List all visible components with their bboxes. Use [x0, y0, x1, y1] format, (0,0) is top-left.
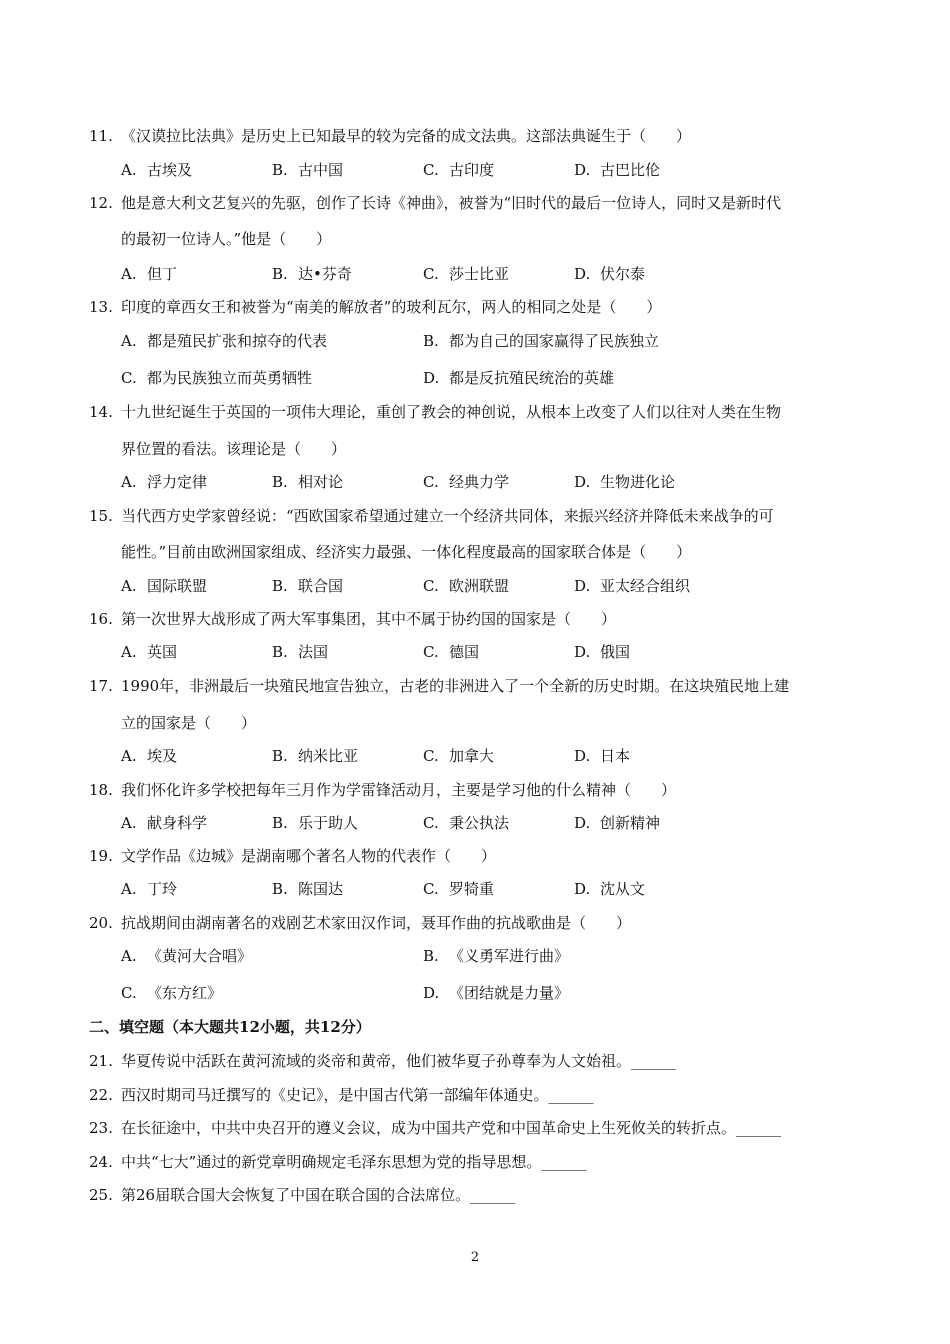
- option-label: C.: [423, 643, 439, 661]
- option-text: 《东方红》: [147, 984, 223, 1002]
- question-number: 20.: [89, 914, 113, 932]
- option-text: 相对论: [298, 473, 344, 491]
- option-text: 浮力定律: [147, 473, 208, 491]
- question-number: 14.: [89, 403, 113, 421]
- answer-option: [423, 472, 509, 492]
- option-text: 伏尔泰: [600, 265, 646, 283]
- option-label: D.: [574, 265, 591, 283]
- option-label: D.: [574, 880, 591, 898]
- option-text: 欧洲联盟: [449, 577, 510, 595]
- option-text: 秉公执法: [449, 814, 510, 832]
- question-text: 华夏传说中活跃在黄河流域的炎帝和黄帝，他们被华夏子孙尊奉为人文始祖。______: [121, 1052, 677, 1070]
- option-label: A.: [121, 814, 137, 832]
- option-text: 都是殖民扩张和掠夺的代表: [147, 332, 328, 350]
- option-label: D.: [423, 369, 440, 387]
- option-text: 莎士比亚: [449, 265, 510, 283]
- question-text: 第26届联合国大会恢复了中国在联合国的合法席位。______: [121, 1186, 516, 1204]
- option-text: 亚太经合组织: [600, 577, 691, 595]
- answer-option: [423, 160, 494, 180]
- question-text: 文学作品《边城》是湖南哪个著名人物的代表作（ ）: [121, 847, 497, 865]
- answer-option: [272, 813, 358, 833]
- option-label: B.: [272, 814, 288, 832]
- question-number: 13.: [89, 298, 113, 316]
- answer-option: [272, 160, 343, 180]
- answer-option: [423, 576, 509, 596]
- option-text: 日本: [600, 747, 631, 765]
- page-number: 2: [470, 1250, 480, 1265]
- question-text: 第一次世界大战形成了两大军事集团，其中不属于协约国的国家是（ ）: [121, 610, 617, 628]
- option-label: A.: [121, 332, 137, 350]
- question-number: 19.: [89, 847, 113, 865]
- answer-option: [272, 472, 343, 492]
- question-number: 24.: [89, 1153, 113, 1171]
- option-label: A.: [121, 747, 137, 765]
- answer-option: [121, 642, 177, 662]
- question-text: 在长征途中，中共中央召开的遵义会议，成为中国共产党和中国革命史上生死攸关的转折点。______: [121, 1119, 782, 1137]
- option-label: B.: [272, 265, 288, 283]
- option-label: D.: [574, 643, 591, 661]
- option-label: B.: [272, 577, 288, 595]
- option-text: 《义勇军进行曲》: [449, 947, 570, 965]
- answer-option: [272, 642, 328, 662]
- option-text: 英国: [147, 643, 178, 661]
- answer-option: [121, 264, 177, 284]
- option-text: 法国: [298, 643, 329, 661]
- option-text: 乐于助人: [298, 814, 359, 832]
- question-number: 16.: [89, 610, 113, 628]
- option-text: 都是反抗殖民统治的英雄: [449, 369, 615, 387]
- option-text: 加拿大: [449, 747, 495, 765]
- option-text: 罗犄重: [449, 880, 495, 898]
- option-text: 都为民族独立而英勇牺牲: [147, 369, 313, 387]
- option-text: 献身科学: [147, 814, 208, 832]
- option-label: A.: [121, 880, 137, 898]
- question-number: 23.: [89, 1119, 113, 1137]
- answer-option: [423, 946, 569, 966]
- question-number: 17.: [89, 677, 113, 695]
- answer-option: [574, 746, 630, 766]
- option-label: C.: [423, 880, 439, 898]
- answer-option: [272, 879, 343, 899]
- answer-option: [574, 160, 660, 180]
- option-text: 陈国达: [298, 880, 344, 898]
- answer-option: [121, 813, 207, 833]
- option-text: 古中国: [298, 161, 344, 179]
- question-text: 《汉谟拉比法典》是历史上已知最早的较为完备的成文法典。这部法典诞生于（ ）: [121, 127, 692, 145]
- option-label: D.: [574, 747, 591, 765]
- option-label: C.: [423, 814, 439, 832]
- answer-option: [574, 264, 645, 284]
- option-label: C.: [121, 984, 137, 1002]
- option-label: C.: [423, 265, 439, 283]
- option-text: 埃及: [147, 747, 178, 765]
- answer-option: [272, 746, 358, 766]
- option-label: A.: [121, 265, 137, 283]
- option-label: B.: [423, 332, 439, 350]
- option-text: 联合国: [298, 577, 344, 595]
- answer-option: [121, 472, 207, 492]
- answer-option: [423, 368, 614, 388]
- answer-option: [423, 264, 509, 284]
- option-text: 纳米比亚: [298, 747, 359, 765]
- option-label: A.: [121, 161, 137, 179]
- answer-option: [121, 879, 177, 899]
- answer-option: [272, 264, 352, 284]
- option-text: 国际联盟: [147, 577, 208, 595]
- option-text: 俄国: [600, 643, 631, 661]
- question-text: 界位置的看法。该理论是（ ）: [121, 440, 347, 458]
- answer-option: [121, 983, 222, 1003]
- answer-option: [121, 746, 177, 766]
- question-number: 12.: [89, 194, 113, 212]
- option-label: B.: [272, 643, 288, 661]
- option-label: C.: [121, 369, 137, 387]
- question-text: 他是意大利文艺复兴的先驱，创作了长诗《神曲》，被誉为“旧时代的最后一位诗人，同时又是新时代: [121, 194, 782, 212]
- question-text: 抗战期间由湖南著名的戏剧艺术家田汉作词，聂耳作曲的抗战歌曲是（ ）: [121, 914, 632, 932]
- question-text: 的最初一位诗人。”他是（ ）: [121, 230, 332, 248]
- option-label: C.: [423, 473, 439, 491]
- answer-option: [121, 368, 312, 388]
- option-label: B.: [272, 880, 288, 898]
- question-text: 印度的章西女王和被誉为“南美的解放者”的玻利瓦尔，两人的相同之处是（ ）: [121, 298, 662, 316]
- answer-option: [121, 576, 207, 596]
- option-label: D.: [574, 577, 591, 595]
- option-label: A.: [121, 947, 137, 965]
- option-text: 创新精神: [600, 814, 661, 832]
- option-text: 达•芬奇: [298, 265, 352, 283]
- answer-option: [423, 331, 659, 351]
- answer-option: [121, 331, 327, 351]
- question-text: 1990年，非洲最后一块殖民地宣告独立，古老的非洲进入了一个全新的历史时期。在这块殖民地上建: [121, 677, 790, 695]
- option-label: A.: [121, 473, 137, 491]
- option-label: C.: [423, 747, 439, 765]
- option-text: 古印度: [449, 161, 495, 179]
- option-label: C.: [423, 577, 439, 595]
- option-label: B.: [272, 747, 288, 765]
- answer-option: [574, 576, 690, 596]
- answer-option: [574, 642, 630, 662]
- answer-option: [121, 946, 252, 966]
- option-text: 丁玲: [147, 880, 178, 898]
- answer-option: [574, 472, 675, 492]
- question-text: 我们怀化许多学校把每年三月作为学雷锋活动月，主要是学习他的什么精神（ ）: [121, 781, 677, 799]
- option-text: 《团结就是力量》: [449, 984, 570, 1002]
- option-label: B.: [423, 947, 439, 965]
- question-text: 十九世纪诞生于英国的一项伟大理论，重创了教会的神创说，从根本上改变了人们以往对人类在生物: [121, 403, 782, 421]
- question-number: 21.: [89, 1052, 113, 1070]
- question-text: 能性。”目前由欧洲国家组成、经济实力最强、一体化程度最高的国家联合体是（ ）: [121, 543, 692, 561]
- answer-option: [423, 813, 509, 833]
- option-label: D.: [574, 473, 591, 491]
- question-number: 22.: [89, 1086, 113, 1104]
- question-number: 18.: [89, 781, 113, 799]
- answer-option: [574, 879, 645, 899]
- question-number: 15.: [89, 507, 113, 525]
- section-title-fill: 二、填空题（本大题共12小题，共12分）: [89, 1018, 371, 1036]
- question-text: 当代西方史学家曾经说：“西欧国家希望通过建立一个经济共同体，来振兴经济并降低未来战争的可: [121, 507, 774, 525]
- option-label: D.: [574, 814, 591, 832]
- option-label: D.: [423, 984, 440, 1002]
- option-text: 古埃及: [147, 161, 193, 179]
- option-label: A.: [121, 577, 137, 595]
- option-text: 生物进化论: [600, 473, 676, 491]
- answer-option: [423, 983, 569, 1003]
- option-label: B.: [272, 473, 288, 491]
- option-label: B.: [272, 161, 288, 179]
- answer-option: [423, 746, 494, 766]
- question-text: 立的国家是（ ）: [121, 714, 257, 732]
- answer-option: [574, 813, 660, 833]
- option-label: C.: [423, 161, 439, 179]
- option-text: 《黄河大合唱》: [147, 947, 253, 965]
- option-text: 都为自己的国家赢得了民族独立: [449, 332, 660, 350]
- question-text: 中共“七大”通过的新党章明确规定毛泽东思想为党的指导思想。______: [121, 1153, 587, 1171]
- answer-option: [121, 160, 192, 180]
- question-number: 11.: [89, 127, 113, 145]
- option-text: 德国: [449, 643, 480, 661]
- option-text: 古巴比伦: [600, 161, 661, 179]
- option-label: D.: [574, 161, 591, 179]
- option-text: 但丁: [147, 265, 178, 283]
- answer-option: [423, 642, 479, 662]
- question-number: 25.: [89, 1186, 113, 1204]
- option-text: 经典力学: [449, 473, 510, 491]
- answer-option: [272, 576, 343, 596]
- option-label: A.: [121, 643, 137, 661]
- option-text: 沈从文: [600, 880, 646, 898]
- question-text: 西汉时期司马迁撰写的《史记》，是中国古代第一部编年体通史。______: [121, 1086, 594, 1104]
- answer-option: [423, 879, 494, 899]
